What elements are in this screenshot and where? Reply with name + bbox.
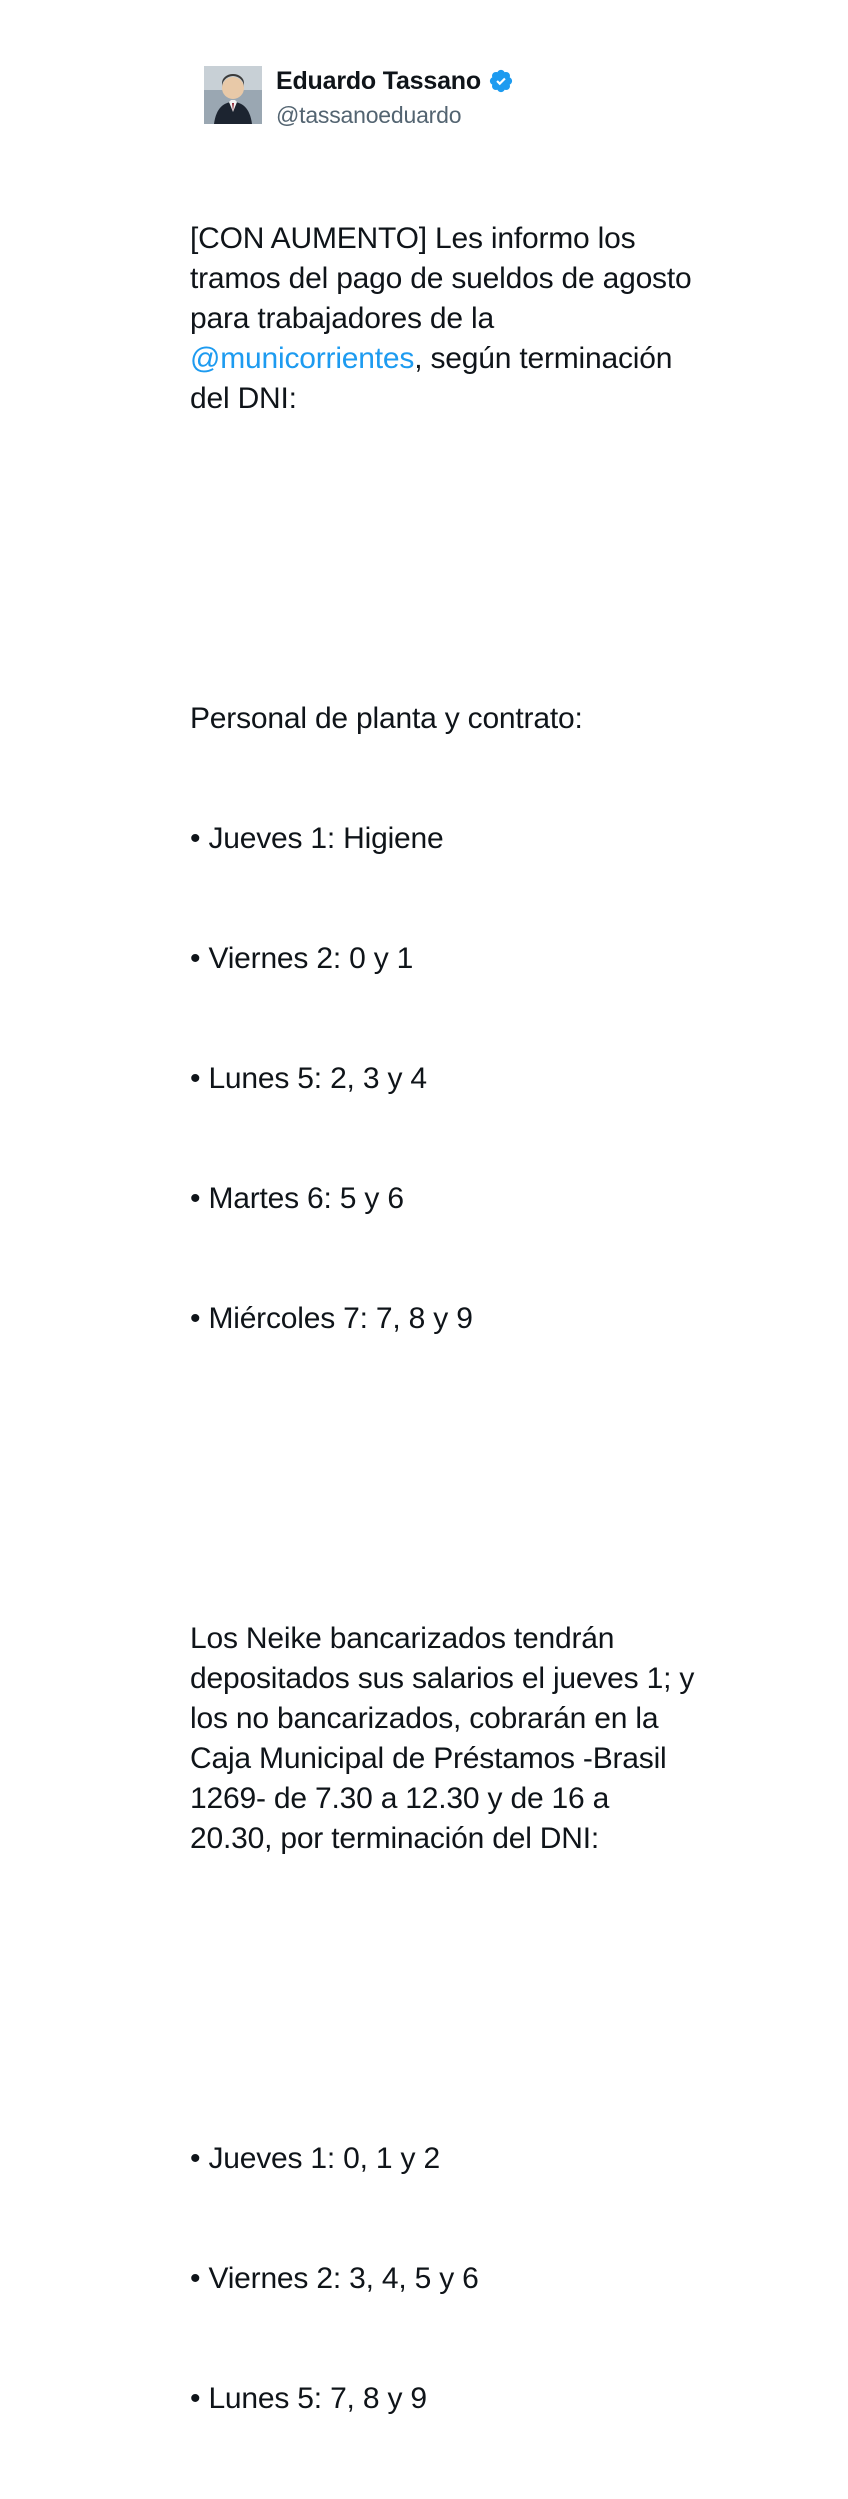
tweet-paragraph-1-part-1: [CON AUMENTO] Les informo los tramos del pago de sueldos de agosto para trabajadores de la (190, 222, 700, 335)
section-1-title: Personal de planta y contrato: (190, 702, 583, 735)
tweet-paragraph-1-part-2: , según terminación del DNI: (190, 342, 681, 415)
mention-municorrientes-link[interactable]: @municorrientes (190, 342, 415, 375)
list-item: • Viernes 2: 0 y 1 (190, 942, 414, 975)
author-handle[interactable]: @tassanoeduardo (276, 102, 462, 128)
verified-badge-icon (488, 68, 514, 94)
list-item: • Jueves 1: Higiene (190, 822, 444, 855)
tweet-paragraph-2: Los Neike bancarizados tendrán depositados sus salarios el jueves 1; y los no bancarizados, cobrarán en la Caja Municipal de Préstamos -Brasil 1269- de 7.30 a 12.30 y de 16 a 20.30, por terminación del DNI: (190, 1622, 703, 1855)
spacer (190, 539, 698, 579)
avatar[interactable] (204, 66, 262, 124)
tweet-text (190, 139, 703, 2499)
spacer (190, 1979, 698, 2019)
spacer (190, 1459, 698, 1499)
list-item: • Jueves 1: 0, 1 y 2 (190, 2142, 440, 2175)
display-name[interactable]: Eduardo Tassano (276, 66, 481, 95)
list-item: • Miércoles 7: 7, 8 y 9 (190, 1302, 473, 1335)
tweet-paragraph-1 (190, 219, 698, 419)
display-name-row (276, 68, 514, 94)
tweet-header (190, 64, 698, 129)
list-item: • Martes 6: 5 y 6 (190, 1182, 404, 1215)
list-item: • Viernes 2: 3, 4, 5 y 6 (190, 2262, 479, 2295)
list-item: • Lunes 5: 2, 3 y 4 (190, 1062, 427, 1095)
author-name-block (276, 64, 514, 129)
list-item: • Lunes 5: 7, 8 y 9 (190, 2382, 427, 2415)
